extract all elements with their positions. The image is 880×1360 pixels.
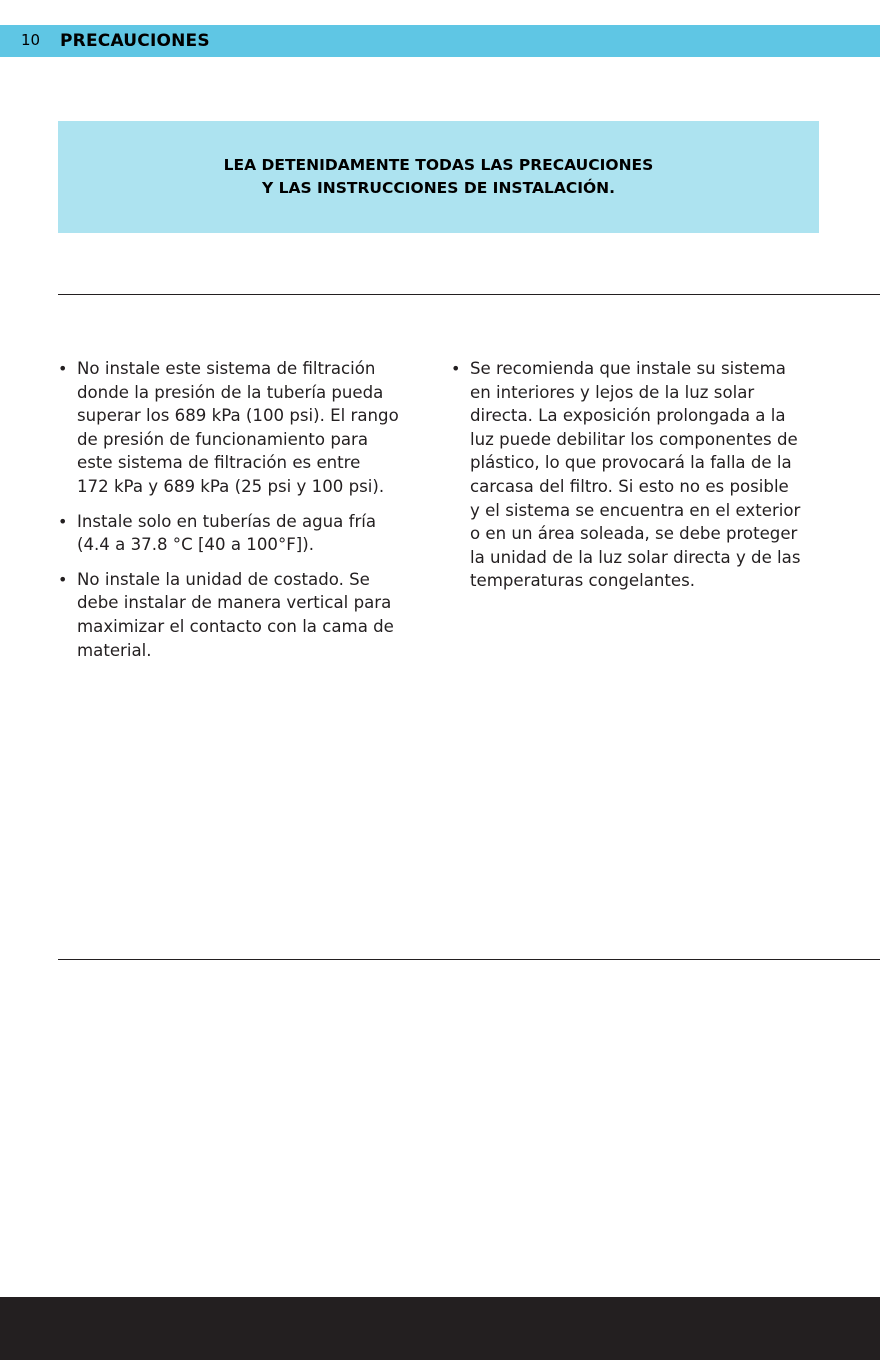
precaution-text-line: la unidad de la luz solar directa y de las xyxy=(470,547,801,567)
precaution-text-line: Instale solo en tuberías de agua fría xyxy=(77,511,377,531)
top-divider xyxy=(58,294,880,295)
precaution-text-line: (4.4 a 37.8 °C [40 a 100°F]). xyxy=(77,535,315,555)
notice-line-1: LEA DETENIDAMENTE TODAS LAS PRECAUCIONES xyxy=(223,156,654,174)
precaution-text-line: directa. La exposición prolongada a la xyxy=(470,406,786,426)
precaution-text-line: este sistema de filtración es entre xyxy=(77,453,361,473)
precaution-text-line: o en un área soleada, se debe proteger xyxy=(470,524,798,544)
bullet-icon: • xyxy=(58,569,68,589)
precaution-text-line: carcasa del filtro. Si esto no es posible xyxy=(470,476,789,496)
precaution-text-line: de presión de funcionamiento para xyxy=(77,429,369,449)
page-number: 10 xyxy=(21,31,41,49)
precaution-text-line: donde la presión de la tubería pueda xyxy=(77,382,384,402)
precaution-text-line: plástico, lo que provocará la falla de la xyxy=(470,453,792,473)
section-title: PRECAUCIONES xyxy=(60,31,210,51)
precaution-text-line: luz puede debilitar los componentes de xyxy=(470,429,798,449)
precaution-text-line: temperaturas congelantes. xyxy=(470,571,696,591)
precaution-text-line: y el sistema se encuentra en el exterior xyxy=(470,500,801,520)
precaution-text-line: superar los 689 kPa (100 psi). El rango xyxy=(77,406,399,426)
bottom-divider xyxy=(58,959,880,960)
precaution-item-orientation xyxy=(58,568,418,662)
precaution-text-line: en interiores y lejos de la luz solar xyxy=(470,382,755,402)
precaution-item-sunlight xyxy=(451,357,831,593)
bullet-icon: • xyxy=(58,359,68,378)
bullet-icon: • xyxy=(58,511,68,531)
precaution-text-line: Se recomienda que instale su sistema xyxy=(470,359,786,378)
left-precautions-list xyxy=(58,357,418,673)
bullet-icon: • xyxy=(451,359,461,378)
precaution-text-line: No instale la unidad de costado. Se xyxy=(77,569,370,589)
right-precautions-list xyxy=(451,357,831,604)
precaution-item-pressure xyxy=(58,357,418,499)
precaution-item-cold-water xyxy=(58,510,418,557)
precaution-text-line: 172 kPa y 689 kPa (25 psi y 100 psi). xyxy=(77,476,385,496)
footer-bar xyxy=(0,1297,880,1360)
notice-box xyxy=(58,121,819,233)
notice-line-2: Y LAS INSTRUCCIONES DE INSTALACIÓN. xyxy=(261,179,616,197)
precaution-text-line: material. xyxy=(77,640,152,660)
precaution-text-line: debe instalar de manera vertical para xyxy=(77,593,392,613)
precaution-text-line: maximizar el contacto con la cama de xyxy=(77,616,394,636)
precaution-text-line: No instale este sistema de filtración xyxy=(77,359,376,378)
